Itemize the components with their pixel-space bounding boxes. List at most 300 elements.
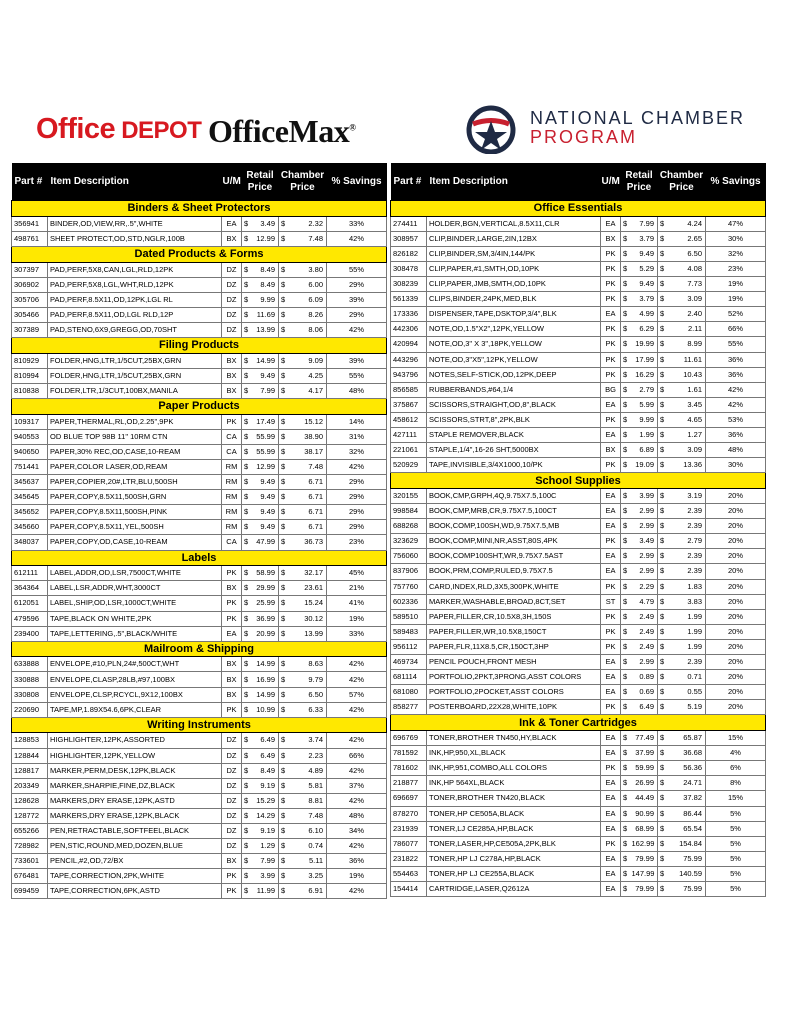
retail-dollar-sign: $ <box>621 882 630 897</box>
retail-price: 4.99 <box>630 307 658 322</box>
part-number: 878270 <box>391 806 427 821</box>
part-number: 940650 <box>12 444 48 459</box>
savings-percent: 5% <box>706 821 766 836</box>
item-description: CLIP,BINDER,SM,3/4IN,144/PK <box>427 246 601 261</box>
item-description: TONER,LJ CE285A,HP,BLACK <box>427 821 601 836</box>
section-header-row <box>12 641 387 657</box>
section-title: Binders & Sheet Protectors <box>12 201 387 217</box>
item-description: HOLDER,BGN,VERTICAL,8.5X11,CLR <box>427 216 601 231</box>
header-description: Item Description <box>427 163 601 201</box>
unit-of-measure: BX <box>222 581 242 596</box>
table-row <box>391 216 766 231</box>
chamber-price: 6.71 <box>288 475 327 490</box>
table-row <box>12 322 387 337</box>
chamber-dollar-sign: $ <box>658 382 667 397</box>
chamber-dollar-sign: $ <box>279 292 288 307</box>
table-row <box>391 866 766 881</box>
unit-of-measure: EA <box>601 776 621 791</box>
part-number: 696697 <box>391 791 427 806</box>
chamber-dollar-sign: $ <box>658 292 667 307</box>
unit-of-measure: PK <box>601 609 621 624</box>
retail-dollar-sign: $ <box>621 231 630 246</box>
unit-of-measure: BX <box>222 353 242 368</box>
item-description: OD BLUE TOP 98B 11" 10RM CTN <box>48 429 222 444</box>
savings-percent: 20% <box>706 624 766 639</box>
chamber-price: 32.17 <box>288 566 327 581</box>
chamber-price: 10.43 <box>667 367 706 382</box>
chamber-price: 6.10 <box>288 824 327 839</box>
unit-of-measure: PK <box>601 534 621 549</box>
section-header-row <box>12 246 387 262</box>
retail-dollar-sign: $ <box>621 866 630 881</box>
item-description: INK,HP,951,COMBO,ALL COLORS <box>427 761 601 776</box>
savings-percent: 20% <box>706 655 766 670</box>
retail-dollar-sign: $ <box>621 731 630 746</box>
chamber-dollar-sign: $ <box>658 261 667 276</box>
item-description: PAD,PERF,8.5X11,OD,LGL RLD,12P <box>48 307 222 322</box>
chamber-dollar-sign: $ <box>658 397 667 412</box>
chamber-dollar-sign: $ <box>279 581 288 596</box>
chamber-dollar-sign: $ <box>279 854 288 869</box>
retail-price: 2.99 <box>630 519 658 534</box>
savings-percent: 42% <box>327 702 387 717</box>
table-row <box>12 869 387 884</box>
chamber-price: 6.33 <box>288 702 327 717</box>
savings-percent: 42% <box>327 839 387 854</box>
retail-price: 6.49 <box>251 733 279 748</box>
unit-of-measure: PK <box>222 702 242 717</box>
part-number: 239400 <box>12 626 48 641</box>
table-row <box>12 414 387 429</box>
table-row <box>12 444 387 459</box>
chamber-dollar-sign: $ <box>279 444 288 459</box>
part-number: 221061 <box>391 443 427 458</box>
logo-bar <box>0 0 791 160</box>
retail-dollar-sign: $ <box>242 383 251 398</box>
retail-dollar-sign: $ <box>242 505 251 520</box>
savings-percent: 53% <box>706 412 766 427</box>
part-number: 231939 <box>391 821 427 836</box>
savings-percent: 20% <box>706 594 766 609</box>
retail-price: 79.99 <box>630 882 658 897</box>
retail-dollar-sign: $ <box>621 549 630 564</box>
chamber-price: 38.17 <box>288 444 327 459</box>
chamber-price: 6.71 <box>288 520 327 535</box>
part-number: 307389 <box>12 322 48 337</box>
retail-price: 1.29 <box>251 839 279 854</box>
retail-dollar-sign: $ <box>242 307 251 322</box>
savings-percent: 5% <box>706 836 766 851</box>
chamber-price: 15.12 <box>288 414 327 429</box>
chamber-price: 6.00 <box>288 277 327 292</box>
savings-percent: 19% <box>706 292 766 307</box>
part-number: 688268 <box>391 519 427 534</box>
unit-of-measure: DZ <box>222 778 242 793</box>
section-header-row <box>12 550 387 566</box>
item-description: ENVELOPE,CLSP,RCYCL,9X12,100BX <box>48 687 222 702</box>
retail-dollar-sign: $ <box>621 791 630 806</box>
chamber-dollar-sign: $ <box>279 763 288 778</box>
chamber-dollar-sign: $ <box>279 322 288 337</box>
chamber-price: 3.74 <box>288 733 327 748</box>
table-row <box>391 488 766 503</box>
retail-price: 7.99 <box>251 854 279 869</box>
item-description: BOOK,COMP100SHT,WR,9.75X7.5AST <box>427 549 601 564</box>
chamber-dollar-sign: $ <box>279 824 288 839</box>
table-row <box>12 459 387 474</box>
chamber-price: 6.50 <box>288 687 327 702</box>
chamber-dollar-sign: $ <box>279 459 288 474</box>
part-number: 128817 <box>12 763 48 778</box>
savings-percent: 55% <box>327 368 387 383</box>
unit-of-measure: RM <box>222 459 242 474</box>
unit-of-measure: PK <box>601 322 621 337</box>
part-number: 128844 <box>12 748 48 763</box>
unit-of-measure: BX <box>222 383 242 398</box>
item-description: PAPER,COPIER,20#,LTR,BLU,500SH <box>48 475 222 490</box>
chamber-dollar-sign: $ <box>658 791 667 806</box>
retail-dollar-sign: $ <box>242 566 251 581</box>
unit-of-measure: EA <box>601 821 621 836</box>
savings-percent: 37% <box>327 778 387 793</box>
unit-of-measure: DZ <box>222 307 242 322</box>
part-number: 756060 <box>391 549 427 564</box>
chamber-dollar-sign: $ <box>658 882 667 897</box>
retail-dollar-sign: $ <box>621 216 630 231</box>
section-header-row <box>12 338 387 354</box>
header-retail: Retail Price <box>242 163 279 201</box>
unit-of-measure: EA <box>601 519 621 534</box>
chamber-price: 1.99 <box>667 624 706 639</box>
retail-dollar-sign: $ <box>621 458 630 473</box>
retail-dollar-sign: $ <box>242 687 251 702</box>
retail-price: 2.49 <box>630 624 658 639</box>
chamber-price: 9.09 <box>288 353 327 368</box>
chamber-price: 1.61 <box>667 382 706 397</box>
unit-of-measure: EA <box>601 851 621 866</box>
chamber-price: 6.71 <box>288 505 327 520</box>
savings-percent: 52% <box>706 307 766 322</box>
part-number: 320155 <box>391 488 427 503</box>
table-row <box>391 670 766 685</box>
unit-of-measure: EA <box>601 564 621 579</box>
chamber-price: 3.83 <box>667 594 706 609</box>
section-header-row <box>12 201 387 217</box>
table-row <box>391 322 766 337</box>
savings-percent: 20% <box>706 504 766 519</box>
section-title: Paper Products <box>12 399 387 415</box>
retail-price: 16.99 <box>251 672 279 687</box>
retail-price: 14.99 <box>251 657 279 672</box>
part-number: 589510 <box>391 609 427 624</box>
chamber-dollar-sign: $ <box>658 579 667 594</box>
retail-price: 36.99 <box>251 611 279 626</box>
item-description: SCISSORS,STRT,8",2PK,BLK <box>427 412 601 427</box>
unit-of-measure: BG <box>601 382 621 397</box>
part-number: 781592 <box>391 746 427 761</box>
table-row <box>12 808 387 823</box>
savings-percent: 32% <box>706 246 766 261</box>
item-description: CLIP,PAPER,#1,SMTH,OD,10PK <box>427 261 601 276</box>
retail-dollar-sign: $ <box>242 793 251 808</box>
unit-of-measure: EA <box>601 882 621 897</box>
retail-price: 8.49 <box>251 763 279 778</box>
retail-price: 3.79 <box>630 231 658 246</box>
part-number: 308478 <box>391 261 427 276</box>
unit-of-measure: EA <box>601 685 621 700</box>
chamber-dollar-sign: $ <box>658 549 667 564</box>
table-row <box>391 412 766 427</box>
chamber-dollar-sign: $ <box>658 443 667 458</box>
item-description: TAPE,CORRECTION,2PK,WHITE <box>48 869 222 884</box>
retail-price: 9.49 <box>251 368 279 383</box>
chamber-price: 36.68 <box>667 746 706 761</box>
chamber-price: 36.73 <box>288 535 327 550</box>
item-description: DISPENSER,TAPE,DSKTOP,3/4",BLK <box>427 307 601 322</box>
part-number: 305706 <box>12 292 48 307</box>
table-row <box>12 581 387 596</box>
retail-dollar-sign: $ <box>621 322 630 337</box>
chamber-dollar-sign: $ <box>658 806 667 821</box>
part-number: 109317 <box>12 414 48 429</box>
unit-of-measure: CA <box>222 429 242 444</box>
retail-dollar-sign: $ <box>621 504 630 519</box>
table-row <box>391 609 766 624</box>
retail-price: 17.99 <box>630 352 658 367</box>
part-number: 218877 <box>391 776 427 791</box>
retail-price: 5.29 <box>630 261 658 276</box>
chamber-dollar-sign: $ <box>658 761 667 776</box>
table-row <box>12 475 387 490</box>
section-header-row <box>391 473 766 489</box>
chamber-price: 24.71 <box>667 776 706 791</box>
part-number: 345660 <box>12 520 48 535</box>
table-row <box>12 535 387 550</box>
unit-of-measure: PK <box>601 261 621 276</box>
table-row <box>391 882 766 897</box>
item-description: FOLDER,HNG,LTR,1/5CUT,25BX,GRN <box>48 368 222 383</box>
table-row <box>391 639 766 654</box>
unit-of-measure: EA <box>601 731 621 746</box>
unit-of-measure: PK <box>601 458 621 473</box>
chamber-price: 3.80 <box>288 262 327 277</box>
table-row <box>391 791 766 806</box>
section-header-row <box>12 717 387 733</box>
retail-price: 2.29 <box>630 579 658 594</box>
part-number: 128853 <box>12 733 48 748</box>
chamber-dollar-sign: $ <box>279 808 288 823</box>
unit-of-measure: CA <box>222 535 242 550</box>
chamber-price: 3.19 <box>667 488 706 503</box>
item-description: MARKERS,DRY ERASE,12PK,BLACK <box>48 808 222 823</box>
table-row <box>391 443 766 458</box>
item-description: TAPE,INVISIBLE,3/4X1000,10/PK <box>427 458 601 473</box>
chamber-dollar-sign: $ <box>279 368 288 383</box>
left-price-table <box>11 163 386 899</box>
table-row <box>391 352 766 367</box>
retail-dollar-sign: $ <box>242 884 251 899</box>
header-part: Part # <box>391 163 427 201</box>
retail-price: 79.99 <box>630 851 658 866</box>
unit-of-measure: PK <box>601 624 621 639</box>
table-row <box>391 821 766 836</box>
item-description: LABEL,ADDR,OD,LSR,7500CT,WHITE <box>48 566 222 581</box>
chamber-dollar-sign: $ <box>279 626 288 641</box>
table-row <box>12 657 387 672</box>
chamber-price: 2.39 <box>667 549 706 564</box>
unit-of-measure: EA <box>601 216 621 231</box>
savings-percent: 29% <box>327 307 387 322</box>
item-description: RUBBERBANDS,#64,1/4 <box>427 382 601 397</box>
retail-price: 3.99 <box>251 869 279 884</box>
chamber-price: 8.06 <box>288 322 327 337</box>
item-description: TAPE,CORRECTION,6PK,ASTD <box>48 884 222 899</box>
table-row <box>391 746 766 761</box>
retail-dollar-sign: $ <box>242 657 251 672</box>
retail-price: 5.99 <box>630 397 658 412</box>
savings-percent: 66% <box>706 322 766 337</box>
item-description: PAD,PERF,8.5X11,OD,12PK,LGL RL <box>48 292 222 307</box>
savings-percent: 57% <box>327 687 387 702</box>
unit-of-measure: DZ <box>222 322 242 337</box>
item-description: TONER,BROTHER TN420,BLACK <box>427 791 601 806</box>
savings-percent: 42% <box>327 733 387 748</box>
chamber-price: 3.45 <box>667 397 706 412</box>
unit-of-measure: DZ <box>222 763 242 778</box>
chamber-dollar-sign: $ <box>658 412 667 427</box>
item-description: NOTE,OD,3" X 3",18PK,YELLOW <box>427 337 601 352</box>
part-number: 479596 <box>12 611 48 626</box>
chamber-price: 2.39 <box>667 564 706 579</box>
table-row <box>12 854 387 869</box>
unit-of-measure: PK <box>222 596 242 611</box>
part-number: 307397 <box>12 262 48 277</box>
item-description: PEN,STIC,ROUND,MED,DOZEN,BLUE <box>48 839 222 854</box>
chamber-dollar-sign: $ <box>658 367 667 382</box>
item-description: BOOK,COMP,100SH,WD,9.75X7.5,MB <box>427 519 601 534</box>
section-title: Ink & Toner Cartridges <box>391 715 766 731</box>
retail-price: 29.99 <box>251 581 279 596</box>
table-row <box>12 490 387 505</box>
retail-price: 3.49 <box>630 534 658 549</box>
retail-price: 11.69 <box>251 307 279 322</box>
savings-percent: 20% <box>706 670 766 685</box>
part-number: 810929 <box>12 353 48 368</box>
table-row <box>12 702 387 717</box>
retail-price: 10.99 <box>251 702 279 717</box>
item-description: INK,HP 564XL,BLACK <box>427 776 601 791</box>
item-description: MARKERS,DRY ERASE,12PK,ASTD <box>48 793 222 808</box>
unit-of-measure: RM <box>222 475 242 490</box>
chamber-price: 7.48 <box>288 808 327 823</box>
retail-dollar-sign: $ <box>621 564 630 579</box>
unit-of-measure: PK <box>601 579 621 594</box>
retail-dollar-sign: $ <box>621 700 630 715</box>
part-number: 757760 <box>391 579 427 594</box>
retail-dollar-sign: $ <box>242 581 251 596</box>
retail-dollar-sign: $ <box>242 535 251 550</box>
retail-dollar-sign: $ <box>621 609 630 624</box>
retail-price: 4.79 <box>630 594 658 609</box>
retail-dollar-sign: $ <box>621 655 630 670</box>
chamber-dollar-sign: $ <box>658 836 667 851</box>
part-number: 375867 <box>391 397 427 412</box>
part-number: 498761 <box>12 231 48 246</box>
chamber-price: 37.82 <box>667 791 706 806</box>
chamber-price: 4.17 <box>288 383 327 398</box>
chamber-price: 140.59 <box>667 866 706 881</box>
chamber-price: 11.61 <box>667 352 706 367</box>
chamber-dollar-sign: $ <box>279 733 288 748</box>
retail-price: 20.99 <box>251 626 279 641</box>
retail-dollar-sign: $ <box>242 368 251 383</box>
item-description: PAPER,30% REC,OD,CASE,10-REAM <box>48 444 222 459</box>
part-number: 810994 <box>12 368 48 383</box>
table-row <box>391 534 766 549</box>
savings-percent: 55% <box>327 262 387 277</box>
table-row <box>391 458 766 473</box>
savings-percent: 15% <box>706 731 766 746</box>
retail-price: 6.29 <box>630 322 658 337</box>
chamber-price: 5.19 <box>667 700 706 715</box>
chamber-dollar-sign: $ <box>658 821 667 836</box>
item-description: NOTE,OD,1.5"X2",12PK,YELLOW <box>427 322 601 337</box>
retail-dollar-sign: $ <box>242 459 251 474</box>
part-number: 956112 <box>391 639 427 654</box>
table-row <box>12 611 387 626</box>
savings-percent: 42% <box>327 763 387 778</box>
part-number: 681114 <box>391 670 427 685</box>
unit-of-measure: PK <box>222 869 242 884</box>
chamber-price: 8.26 <box>288 307 327 322</box>
savings-percent: 15% <box>706 791 766 806</box>
unit-of-measure: PK <box>222 414 242 429</box>
retail-price: 8.49 <box>251 277 279 292</box>
savings-percent: 20% <box>706 534 766 549</box>
ncp-wordmark: NATIONAL CHAMBER PROGRAM <box>530 108 746 147</box>
savings-percent: 42% <box>327 322 387 337</box>
chamber-price: 56.36 <box>667 761 706 776</box>
retail-dollar-sign: $ <box>242 444 251 459</box>
chamber-dollar-sign: $ <box>279 262 288 277</box>
retail-price: 9.49 <box>251 505 279 520</box>
chamber-dollar-sign: $ <box>658 352 667 367</box>
item-description: INK,HP,950,XL,BLACK <box>427 746 601 761</box>
part-number: 345637 <box>12 475 48 490</box>
savings-percent: 66% <box>327 748 387 763</box>
unit-of-measure: BX <box>222 368 242 383</box>
chamber-dollar-sign: $ <box>279 869 288 884</box>
retail-dollar-sign: $ <box>621 292 630 307</box>
chamber-dollar-sign: $ <box>279 884 288 899</box>
item-description: LABEL,LSR,ADDR,WHT,3000CT <box>48 581 222 596</box>
retail-price: 9.49 <box>251 475 279 490</box>
savings-percent: 23% <box>327 535 387 550</box>
retail-dollar-sign: $ <box>242 748 251 763</box>
chamber-dollar-sign: $ <box>658 639 667 654</box>
table-row <box>391 836 766 851</box>
item-description: SCISSORS,STRAIGHT,OD,8",BLACK <box>427 397 601 412</box>
part-number: 676481 <box>12 869 48 884</box>
chamber-dollar-sign: $ <box>658 685 667 700</box>
chamber-dollar-sign: $ <box>279 793 288 808</box>
table-row <box>12 383 387 398</box>
price-table-left <box>11 163 387 899</box>
part-number: 633888 <box>12 657 48 672</box>
unit-of-measure: PK <box>601 292 621 307</box>
item-description: PAPER,COPY,8.5X11,500SH,GRN <box>48 490 222 505</box>
savings-percent: 33% <box>327 216 387 231</box>
